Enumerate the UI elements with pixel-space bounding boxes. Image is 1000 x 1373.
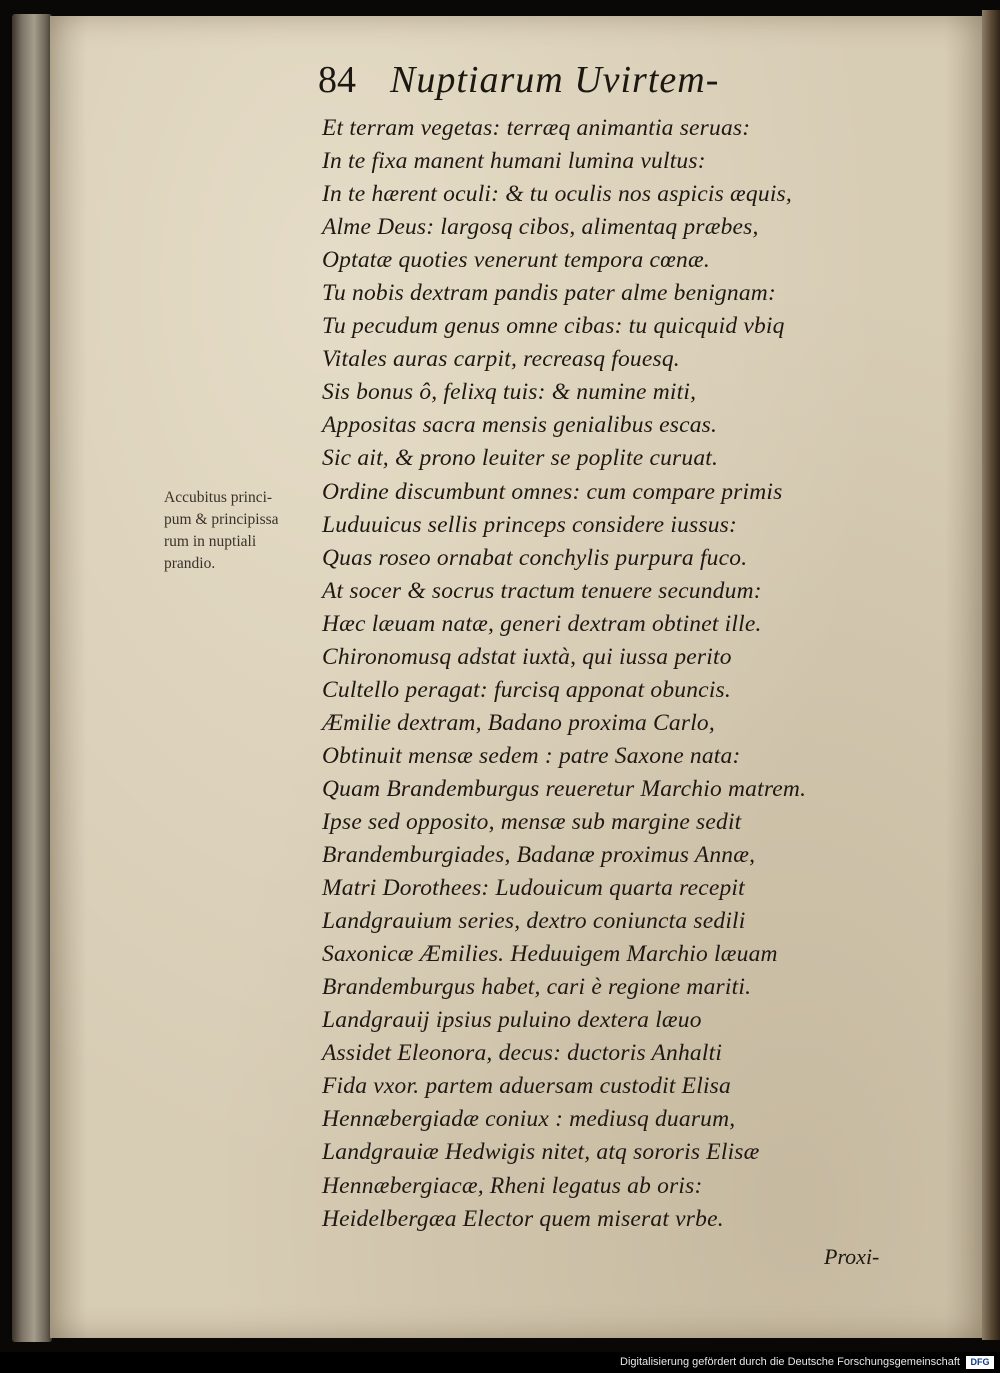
page-number: 84 [318,59,356,101]
book-spine-edge [12,14,52,1342]
verse-line: Tu nobis dextram pandis pater alme benignam: [322,280,776,307]
verse-line: Fida vxor. partem aduersam custodit Elisa [322,1073,731,1100]
verse-line: Landgrauiæ Hedwigis nitet, atq sororis Elisæ [322,1139,760,1166]
verse-line: Saxonicæ Æmilies. Heduuigem Marchio læuam [322,941,778,968]
marginal-note [164,487,324,575]
verse-line: Cultello peragat: furcisq apponat obuncis. [322,676,731,703]
verse-line: Æmilie dextram, Badano proxima Carlo, [322,709,715,736]
page-fore-edge [982,10,1000,1340]
page-header [318,58,719,102]
verse-line: At socer & socrus tractum tenuere secundum: [322,577,762,604]
verse-line: Luduuicus sellis princeps considere iussus: [322,511,738,538]
verse-line: Quam Brandemburgus reueretur Marchio matrem. [322,775,807,802]
verse-line: Optatæ quoties venerunt tempora cœnæ. [322,247,710,274]
verse-line: In te fixa manent humani lumina vultus: [322,148,706,175]
dfg-logo-icon: DFG [966,1356,994,1369]
verse-line: Vitales auras carpit, recreasq fouesq. [322,346,680,373]
verse-line: Tu pecudum genus omne cibas: tu quicquid vbiq [322,313,785,340]
verse-text [322,112,922,1236]
verse-line: Hennæbergiacæ, Rheni legatus ab oris: [322,1172,703,1199]
verse-line: Appositas sacra mensis genialibus escas. [322,412,718,439]
verse-line: Quas roseo ornabat conchylis purpura fuco. [322,544,748,571]
marginal-note-line: rum in nuptiali [164,533,257,550]
verse-line: Ordine discumbunt omnes: cum compare primis [322,478,783,505]
marginal-note-line: pum & principissa [164,511,279,528]
verse-line: Ipse sed opposito, mensæ sub margine sedit [322,808,742,835]
verse-line: Sis bonus ô, felixq tuis: & numine miti, [322,379,697,406]
verse-line: Assidet Eleonora, decus: ductoris Anhalti [322,1040,723,1067]
verse-line: Heidelbergæa Elector quem miserat vrbe. [322,1205,724,1232]
verse-line: Sic ait, & prono leuiter se poplite curuat. [322,445,719,472]
verse-line: Landgrauij ipsius puluino dextera læuo [322,1007,702,1034]
verse-line: Brandemburgiades, Badanæ proximus Annæ, [322,842,756,869]
verse-line: Matri Dorothees: Ludouicum quarta recepit [322,875,745,902]
verse-line: Landgrauium series, dextro coniuncta sedili [322,908,746,935]
verse-line: Hennæbergiadæ coniux : mediusq duarum, [322,1106,736,1133]
verse-line: Et terram vegetas: terræq animantia seruas: [322,115,751,141]
verse-line: Brandemburgus habet, cari è regione mariti. [322,974,752,1001]
verse-line: In te hærent oculi: & tu oculis nos aspicis æquis, [322,181,792,208]
marginal-note-line: prandio. [164,555,216,572]
verse-line: Hæc læuam natæ, generi dextram obtinet ille. [322,610,762,637]
digitization-footer [0,1352,1000,1373]
running-title: Nuptiarum Uvirtem- [390,59,720,101]
verse-line: Alme Deus: largosq cibos, alimentaq præbes, [322,214,759,241]
verse-line: Obtinuit mensæ sedem : patre Saxone nata: [322,742,741,769]
marginal-note-line: Accubitus princi- [164,489,273,506]
verse-line: Chironomusq adstat iuxtà, qui iussa perito [322,643,732,670]
catchword: Proxi- [824,1244,880,1269]
funding-credit: Digitalisierung gefördert durch die Deutsche Forschungsgemeinschaft [620,1356,960,1368]
